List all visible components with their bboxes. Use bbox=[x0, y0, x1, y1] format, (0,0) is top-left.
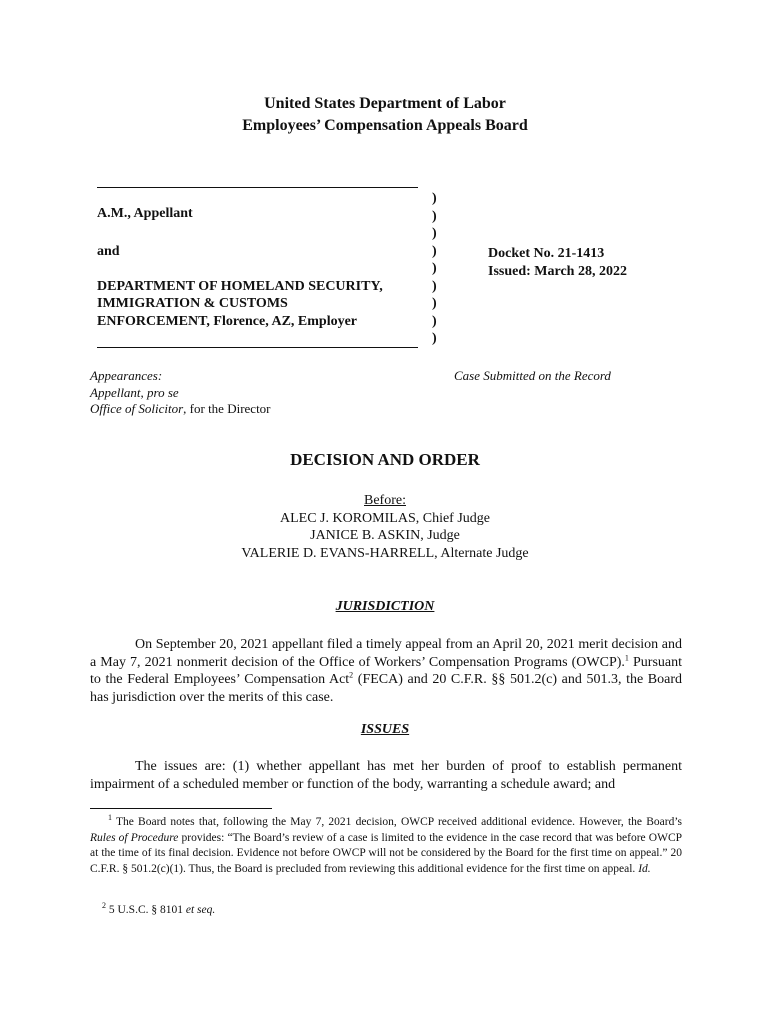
paren: ) bbox=[432, 331, 437, 346]
paren: ) bbox=[432, 243, 437, 259]
document-title: DECISION AND ORDER bbox=[290, 450, 480, 469]
footnote-1-text-b: provides: “The Board’s review of a case is limited to the evidence in the case record that was before OWCP at the time of its final decision. Evidence not before OWCP will not be considered by the Board for the first time on appeal.” 20 C.F.R. § 501.2(c)(1). Thus, the Board is precluded from reviewing this additional evidence for the first time on appeal. bbox=[90, 831, 683, 875]
jurisdiction-text-c: (FECA) and 20 C.F.R. §§ 501.2(c) and 501.3, the Board has jurisdiction over the merits of this case. bbox=[90, 672, 682, 705]
footnote-ref-2[interactable]: 2 bbox=[349, 670, 354, 680]
judge-alternate: VALERIE D. EVANS-HARRELL, Alternate Judge bbox=[241, 545, 529, 561]
paren: ) bbox=[432, 296, 437, 311]
before-label: Before: bbox=[364, 493, 406, 508]
paren: ) bbox=[432, 226, 437, 241]
issues-text: The issues are: (1) whether appellant has met her burden of proof to establish permanent impairment of a scheduled member or function of the body, warranting a schedule award; and bbox=[90, 759, 682, 792]
footnote-1 bbox=[90, 815, 682, 877]
appearance-solicitor: Office of Solicitor bbox=[90, 401, 184, 416]
docket-number: Docket No. 21-1413 bbox=[488, 246, 605, 261]
jurisdiction-heading: JURISDICTION bbox=[335, 599, 435, 614]
judge-2: JANICE B. ASKIN, Judge bbox=[310, 528, 460, 543]
appearance-solicitor-role: , for the Director bbox=[183, 401, 271, 416]
jurisdiction-paragraph bbox=[90, 636, 682, 706]
paren: ) bbox=[432, 191, 437, 206]
employer-line-2: IMMIGRATION & CUSTOMS bbox=[97, 296, 288, 311]
caption-rule-top bbox=[97, 187, 418, 188]
panel-before bbox=[0, 492, 770, 562]
footnote-ref-1[interactable]: 1 bbox=[624, 652, 629, 662]
paren: ) bbox=[432, 261, 437, 276]
paren: ) bbox=[432, 313, 437, 329]
employer-line-1: DEPARTMENT OF HOMELAND SECURITY, bbox=[97, 279, 383, 294]
appearances bbox=[90, 368, 271, 418]
issued-date: Issued: March 28, 2022 bbox=[488, 264, 627, 279]
footnote-2-text: 5 U.S.C. § 8101 bbox=[106, 904, 186, 916]
appellant-name: A.M., Appellant bbox=[97, 206, 193, 221]
issues-paragraph bbox=[90, 758, 682, 793]
footnote-separator bbox=[90, 808, 272, 809]
footnote-1-id: Id. bbox=[638, 862, 651, 875]
footnote-2 bbox=[90, 903, 682, 919]
footnote-1-text-a: The Board notes that, following the May 7, 2021 decision, OWCP received additional evidence. However, the Board’s bbox=[112, 816, 682, 828]
appearance-appellant: Appellant, pro se bbox=[90, 384, 179, 400]
paren: ) bbox=[432, 278, 437, 294]
footnote-2-etseq: et seq. bbox=[185, 904, 216, 916]
case-submitted: Case Submitted on the Record bbox=[454, 368, 611, 383]
jurisdiction-text-b: Pursuant to the Federal Employees’ Compensation Act bbox=[90, 654, 682, 687]
appearances-label: Appearances: bbox=[90, 368, 163, 383]
docket-info bbox=[488, 245, 627, 281]
footnote-1-rules: Rules of Procedure bbox=[90, 831, 179, 844]
caption-parens bbox=[432, 190, 437, 348]
caption-and: and bbox=[97, 244, 120, 259]
paren: ) bbox=[432, 208, 437, 224]
caption-rule-bottom bbox=[97, 347, 418, 348]
footnote-1-number: 1 bbox=[108, 813, 112, 823]
judge-chief: ALEC J. KOROMILAS, Chief Judge bbox=[280, 510, 490, 526]
agency-name: United States Department of Labor bbox=[264, 95, 506, 112]
footnote-2-number: 2 bbox=[102, 901, 106, 911]
employer-line-3: ENFORCEMENT, Florence, AZ, Employer bbox=[97, 314, 358, 329]
issues-heading: ISSUES bbox=[360, 722, 410, 737]
jurisdiction-text-a: On September 20, 2021 appellant filed a timely appeal from an April 20, 2021 merit decision and a May 7, 2021 nonmerit decision of the Office of Workers’ Compensation Programs (OWCP). bbox=[90, 637, 682, 670]
board-name: Employees’ Compensation Appeals Board bbox=[242, 117, 528, 134]
